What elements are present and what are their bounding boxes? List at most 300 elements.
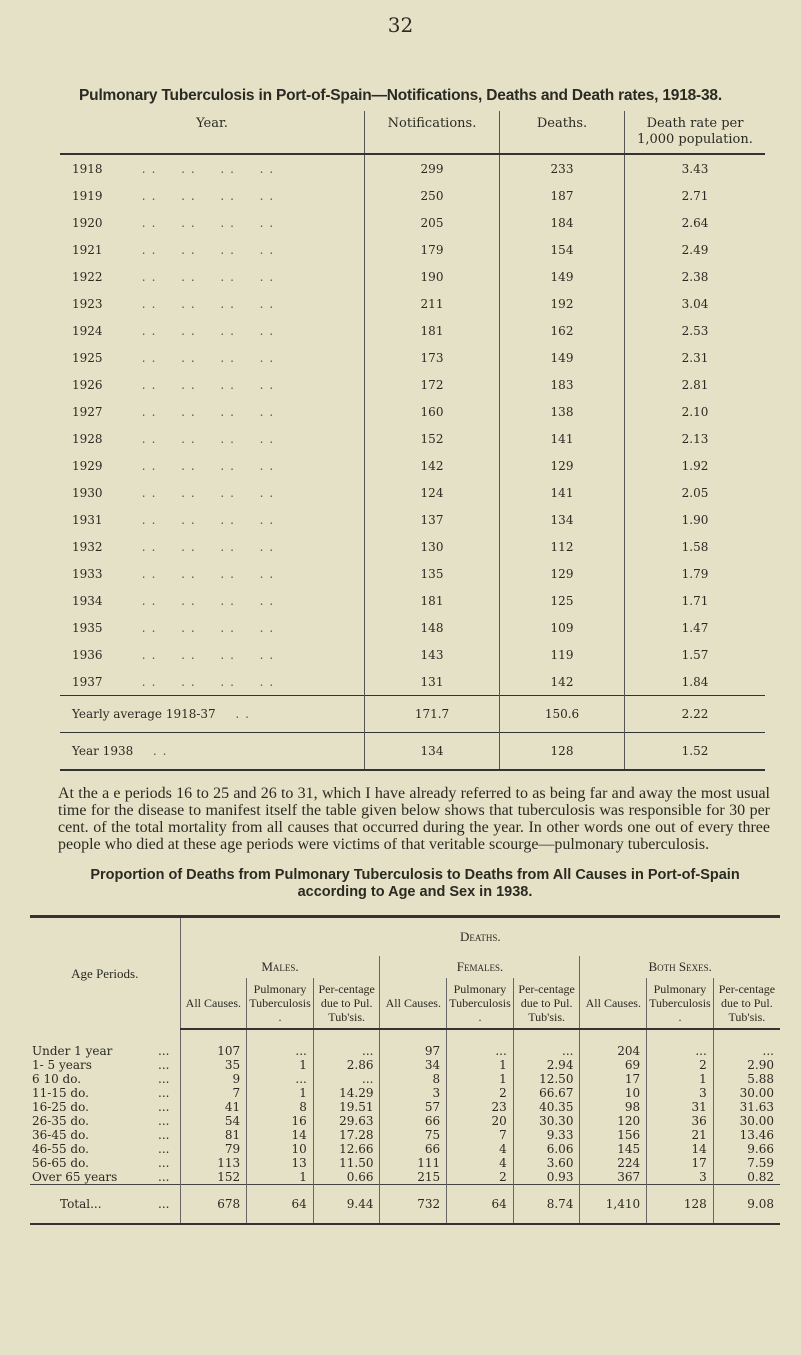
table-row	[30, 1058, 780, 1072]
death-rate-cell: 1.71	[625, 587, 766, 614]
age-period-cell: 56-65 do.	[32, 1156, 89, 1170]
table-row	[60, 614, 765, 641]
value-cell: 224	[580, 1156, 647, 1170]
subheader-percentage: Per-centage due to Pul. Tub'sis.	[513, 978, 580, 1029]
year-cell	[60, 696, 365, 733]
notifications-cell: 205	[365, 209, 500, 236]
table-row	[30, 1029, 780, 1058]
age-period-cell: Over 65 years	[32, 1170, 118, 1184]
age-period-cell: 26-35 do.	[32, 1114, 89, 1128]
deaths-cell: 119	[500, 641, 625, 668]
leader-dots: .. .. .. ..	[102, 242, 280, 257]
notifications-cell: 173	[365, 344, 500, 371]
value-cell: 2.86	[313, 1058, 380, 1072]
value-cell: 75	[380, 1128, 447, 1142]
leader-dots: .. .. .. ..	[102, 539, 280, 554]
notifications-cell: 181	[365, 317, 500, 344]
value-cell: 30.30	[513, 1114, 580, 1128]
deaths-cell: 134	[500, 506, 625, 533]
body-paragraph: At the a e periods 16 to 25 and 26 to 31, which I have already referred to as being far and away the most usual time for the disease to manifest itself the table given below shows that tuberculosis was responsible for 30 per cent. of the total mortality from all causes that occurred during the year. In other words one out of every three people who died at these age periods were victims of that veritable scourge—pulmonary tuberculosis.	[58, 785, 770, 853]
value-cell: 113	[180, 1156, 247, 1170]
leader-dots: .. .. .. ..	[102, 647, 280, 662]
table-row	[60, 425, 765, 452]
table-row	[60, 641, 765, 668]
value-cell: 9.44	[313, 1185, 380, 1225]
death-rate-cell: 2.38	[625, 263, 766, 290]
value-cell: 64	[447, 1185, 514, 1225]
notifications-table	[60, 111, 765, 771]
table-row	[60, 154, 765, 182]
value-cell: 0.82	[713, 1170, 780, 1185]
year-cell	[60, 154, 365, 182]
death-rate-cell: 2.53	[625, 317, 766, 344]
table-row	[60, 479, 765, 506]
leader-dots: .. .. .. ..	[102, 215, 280, 230]
table-row	[30, 1156, 780, 1170]
deaths-cell: 187	[500, 182, 625, 209]
deaths-cell: 150.6	[500, 696, 625, 733]
value-cell: 97	[380, 1029, 447, 1058]
death-rate-cell: 2.22	[625, 696, 766, 733]
subheader-percentage: Per-centage due to Pul. Tub'sis.	[713, 978, 780, 1029]
year-label: 1922	[72, 269, 103, 284]
page-number: 32	[387, 13, 414, 37]
death-rate-cell: 1.90	[625, 506, 766, 533]
leader-dots: ...	[158, 1043, 170, 1058]
notifications-cell: 152	[365, 425, 500, 452]
year-label: 1926	[72, 377, 103, 392]
value-cell: 30.00	[713, 1086, 780, 1100]
table-row	[60, 290, 765, 317]
deaths-cell: 129	[500, 452, 625, 479]
leader-dots: .. .. .. ..	[102, 512, 280, 527]
value-cell: 79	[180, 1142, 247, 1156]
value-cell: 40.35	[513, 1100, 580, 1114]
subheader-percentage: Per-centage due to Pul. Tub'sis.	[313, 978, 380, 1029]
deaths-cell: 162	[500, 317, 625, 344]
value-cell: 11.50	[313, 1156, 380, 1170]
subheader-pulmonary-tb: Pulmonary Tuberculosis.	[647, 978, 714, 1029]
value-cell: 128	[647, 1185, 714, 1225]
value-cell: 69	[580, 1058, 647, 1072]
subheader-all-causes: All Causes.	[580, 978, 647, 1029]
leader-dots: ...	[158, 1100, 170, 1114]
year-cell	[60, 587, 365, 614]
leader-dots: ...	[148, 1185, 180, 1225]
notifications-cell: 172	[365, 371, 500, 398]
value-cell: 17	[580, 1072, 647, 1086]
leader-dots: .. .. .. ..	[102, 485, 280, 500]
death-rate-cell: 3.04	[625, 290, 766, 317]
table-row	[60, 560, 765, 587]
value-cell: 23	[447, 1100, 514, 1114]
value-cell: 0.66	[313, 1170, 380, 1185]
deaths-cell: 184	[500, 209, 625, 236]
value-cell: ...	[313, 1072, 380, 1086]
age-sex-table	[30, 915, 780, 1225]
table-row	[60, 209, 765, 236]
value-cell: 14.29	[313, 1086, 380, 1100]
leader-dots: ...	[158, 1058, 170, 1072]
table-row	[30, 1072, 780, 1086]
notifications-cell: 250	[365, 182, 500, 209]
deaths-cell: 125	[500, 587, 625, 614]
death-rate-cell: 1.84	[625, 668, 766, 696]
value-cell: 7.59	[713, 1156, 780, 1170]
table-row	[30, 1128, 780, 1142]
value-cell: 2.94	[513, 1058, 580, 1072]
death-rate-cell: 1.52	[625, 733, 766, 771]
value-cell: 31	[647, 1100, 714, 1114]
value-cell: 6.06	[513, 1142, 580, 1156]
leader-dots: .. .. .. ..	[102, 377, 280, 392]
notifications-cell: 299	[365, 154, 500, 182]
leader-dots: ..	[133, 744, 173, 758]
deaths-cell: 112	[500, 533, 625, 560]
value-cell: 81	[180, 1128, 247, 1142]
value-cell: 41	[180, 1100, 247, 1114]
deaths-cell: 109	[500, 614, 625, 641]
value-cell: ...	[713, 1029, 780, 1058]
notifications-cell: 181	[365, 587, 500, 614]
table-row	[30, 1170, 780, 1185]
leader-dots: .. .. .. ..	[102, 269, 280, 284]
table-row	[60, 398, 765, 425]
value-cell: 4	[447, 1156, 514, 1170]
year-cell	[60, 641, 365, 668]
value-cell: 4	[447, 1142, 514, 1156]
leader-dots: .. .. .. ..	[102, 620, 280, 635]
year-label: 1918	[72, 161, 103, 176]
leader-dots: ..	[215, 707, 255, 721]
value-cell: 35	[180, 1058, 247, 1072]
year-label: 1936	[72, 647, 103, 662]
leader-dots: ...	[158, 1170, 170, 1184]
deaths-cell: 154	[500, 236, 625, 263]
value-cell: 29.63	[313, 1114, 380, 1128]
value-cell: 57	[380, 1100, 447, 1114]
death-rate-cell: 3.43	[625, 154, 766, 182]
value-cell: 2	[447, 1086, 514, 1100]
subheader-all-causes: All Causes.	[380, 978, 447, 1029]
value-cell: 1	[247, 1086, 314, 1100]
value-cell: 66	[380, 1142, 447, 1156]
value-cell: 678	[180, 1185, 247, 1225]
year-cell	[60, 182, 365, 209]
value-cell: 8.74	[513, 1185, 580, 1225]
year-label: 1929	[72, 458, 103, 473]
age-period-cell: 36-45 do.	[32, 1128, 89, 1142]
year-cell	[60, 425, 365, 452]
value-cell: ...	[247, 1072, 314, 1086]
deaths-header: Deaths.	[180, 917, 780, 957]
value-cell: 9.33	[513, 1128, 580, 1142]
year-cell	[60, 533, 365, 560]
year-cell	[60, 209, 365, 236]
subheader-pulmonary-tb: Pulmonary Tuberculosis.	[247, 978, 314, 1029]
year-cell	[60, 560, 365, 587]
value-cell: ...	[447, 1029, 514, 1058]
notifications-cell: 124	[365, 479, 500, 506]
year-cell	[60, 290, 365, 317]
value-cell: 3	[380, 1086, 447, 1100]
notifications-cell: 137	[365, 506, 500, 533]
death-rate-cell: 1.79	[625, 560, 766, 587]
death-rate-cell: 2.71	[625, 182, 766, 209]
deaths-cell: 149	[500, 344, 625, 371]
death-rate-cell: 2.49	[625, 236, 766, 263]
table-row	[30, 1185, 780, 1225]
value-cell: 14	[247, 1128, 314, 1142]
value-cell: 1,410	[580, 1185, 647, 1225]
value-cell: 13	[247, 1156, 314, 1170]
notifications-cell: 160	[365, 398, 500, 425]
year-label: 1925	[72, 350, 103, 365]
year-label: 1919	[72, 188, 103, 203]
value-cell: 10	[247, 1142, 314, 1156]
value-cell: 8	[380, 1072, 447, 1086]
value-cell: 120	[580, 1114, 647, 1128]
year-label: 1927	[72, 404, 103, 419]
notifications-cell: 211	[365, 290, 500, 317]
notifications-cell: 131	[365, 668, 500, 696]
table-row	[60, 236, 765, 263]
leader-dots: ...	[158, 1142, 170, 1156]
leader-dots: ...	[158, 1114, 170, 1128]
year-label: 1920	[72, 215, 103, 230]
value-cell: 215	[380, 1170, 447, 1185]
table-row	[60, 317, 765, 344]
year-label: Yearly average 1918-37	[72, 707, 216, 721]
notifications-cell: 179	[365, 236, 500, 263]
value-cell: 21	[647, 1128, 714, 1142]
death-rate-cell: 1.47	[625, 614, 766, 641]
table1-title: Pulmonary Tuberculosis in Port-of-Spain—Notifications, Deaths and Death rates, 1918-38.	[79, 87, 722, 104]
age-period-cell: 1- 5 years	[32, 1058, 92, 1072]
value-cell: ...	[247, 1029, 314, 1058]
year-label: 1921	[72, 242, 103, 257]
value-cell: 156	[580, 1128, 647, 1142]
leader-dots: .. .. .. ..	[102, 404, 280, 419]
value-cell: 66	[380, 1114, 447, 1128]
group-both: Both Sexes.	[580, 956, 780, 978]
year-label: 1932	[72, 539, 103, 554]
year-cell	[60, 398, 365, 425]
age-period-cell: 46-55 do.	[32, 1142, 89, 1156]
subheader-all-causes: All Causes.	[180, 978, 247, 1029]
leader-dots: .. .. .. ..	[102, 566, 280, 581]
year-cell	[60, 263, 365, 290]
value-cell: 31.63	[713, 1100, 780, 1114]
value-cell: 19.51	[313, 1100, 380, 1114]
table-row	[30, 1100, 780, 1114]
leader-dots: .. .. .. ..	[102, 458, 280, 473]
value-cell: 9	[180, 1072, 247, 1086]
notifications-cell: 134	[365, 733, 500, 771]
value-cell: 66.67	[513, 1086, 580, 1100]
year-cell	[60, 479, 365, 506]
table2-title: Proportion of Deaths from Pulmonary Tuberculosis to Deaths from All Causes in Port-of-Spain according to Age and Sex in 1938.	[90, 867, 740, 900]
value-cell: 34	[380, 1058, 447, 1072]
death-rate-cell: 1.92	[625, 452, 766, 479]
table-row	[60, 344, 765, 371]
value-cell: 111	[380, 1156, 447, 1170]
year-label: 1923	[72, 296, 103, 311]
table-row	[60, 696, 765, 733]
value-cell: 16	[247, 1114, 314, 1128]
age-period-cell: 11-15 do.	[32, 1086, 89, 1100]
year-cell	[60, 371, 365, 398]
table-row	[60, 733, 765, 771]
value-cell: 0.93	[513, 1170, 580, 1185]
value-cell: ...	[647, 1029, 714, 1058]
value-cell: 14	[647, 1142, 714, 1156]
leader-dots: .. .. .. ..	[102, 323, 280, 338]
notifications-cell: 148	[365, 614, 500, 641]
value-cell: ...	[313, 1029, 380, 1058]
leader-dots: .. .. .. ..	[102, 674, 280, 689]
death-rate-cell: 1.57	[625, 641, 766, 668]
table-row	[60, 371, 765, 398]
value-cell: 20	[447, 1114, 514, 1128]
leader-dots: .. .. .. ..	[102, 161, 280, 176]
table-row	[60, 587, 765, 614]
death-rate-cell: 2.64	[625, 209, 766, 236]
group-females: Females.	[380, 956, 580, 978]
value-cell: 9.08	[713, 1185, 780, 1225]
value-cell: 17	[647, 1156, 714, 1170]
value-cell: 30.00	[713, 1114, 780, 1128]
value-cell: 204	[580, 1029, 647, 1058]
year-cell	[60, 452, 365, 479]
col-death-rate: Death rate per 1,000 population.	[625, 111, 766, 154]
leader-dots: ...	[158, 1086, 170, 1100]
table-row	[30, 1086, 780, 1100]
notifications-cell: 190	[365, 263, 500, 290]
value-cell: 1	[447, 1058, 514, 1072]
col-notifications: Notifications.	[365, 111, 500, 154]
col-age-periods: Age Periods.	[30, 917, 180, 1030]
value-cell: 2	[447, 1170, 514, 1185]
value-cell: 1	[447, 1072, 514, 1086]
table-row	[30, 1114, 780, 1128]
deaths-cell: 233	[500, 154, 625, 182]
value-cell: 12.66	[313, 1142, 380, 1156]
value-cell: 12.50	[513, 1072, 580, 1086]
year-label: Year 1938	[72, 744, 134, 758]
notifications-cell: 142	[365, 452, 500, 479]
deaths-cell: 183	[500, 371, 625, 398]
age-period-cell: Total...	[30, 1185, 148, 1225]
leader-dots: .. .. .. ..	[102, 188, 280, 203]
year-label: 1930	[72, 485, 103, 500]
year-label: 1937	[72, 674, 103, 689]
age-period-cell: 6 10 do.	[32, 1072, 82, 1086]
deaths-cell: 141	[500, 425, 625, 452]
value-cell: 1	[247, 1058, 314, 1072]
value-cell: 107	[180, 1029, 247, 1058]
deaths-cell: 142	[500, 668, 625, 696]
value-cell: 1	[247, 1170, 314, 1185]
table-row	[60, 506, 765, 533]
table-row	[60, 182, 765, 209]
leader-dots: .. .. .. ..	[102, 593, 280, 608]
leader-dots: .. .. .. ..	[102, 431, 280, 446]
table-row	[60, 263, 765, 290]
year-cell	[60, 668, 365, 696]
year-label: 1933	[72, 566, 103, 581]
value-cell: 1	[647, 1072, 714, 1086]
leader-dots: .. .. .. ..	[102, 350, 280, 365]
year-label: 1924	[72, 323, 103, 338]
deaths-cell: 129	[500, 560, 625, 587]
value-cell: 732	[380, 1185, 447, 1225]
notifications-cell: 135	[365, 560, 500, 587]
value-cell: 7	[447, 1128, 514, 1142]
death-rate-cell: 2.10	[625, 398, 766, 425]
year-cell	[60, 344, 365, 371]
year-label: 1931	[72, 512, 103, 527]
death-rate-cell: 2.81	[625, 371, 766, 398]
deaths-cell: 138	[500, 398, 625, 425]
col-year: Year.	[60, 111, 365, 154]
year-cell	[60, 614, 365, 641]
deaths-cell: 149	[500, 263, 625, 290]
value-cell: 367	[580, 1170, 647, 1185]
value-cell: 17.28	[313, 1128, 380, 1142]
death-rate-cell: 1.58	[625, 533, 766, 560]
deaths-cell: 141	[500, 479, 625, 506]
death-rate-cell: 2.05	[625, 479, 766, 506]
deaths-cell: 128	[500, 733, 625, 771]
value-cell: 9.66	[713, 1142, 780, 1156]
notifications-cell: 171.7	[365, 696, 500, 733]
value-cell: 13.46	[713, 1128, 780, 1142]
year-label: 1935	[72, 620, 103, 635]
death-rate-cell: 2.31	[625, 344, 766, 371]
year-label: 1934	[72, 593, 103, 608]
death-rate-cell: 2.13	[625, 425, 766, 452]
year-cell	[60, 317, 365, 344]
year-cell	[60, 733, 365, 771]
value-cell: 64	[247, 1185, 314, 1225]
value-cell: 54	[180, 1114, 247, 1128]
table-row	[60, 533, 765, 560]
age-period-cell: 16-25 do.	[32, 1100, 89, 1114]
leader-dots: .. .. .. ..	[102, 296, 280, 311]
value-cell: 98	[580, 1100, 647, 1114]
notifications-cell: 130	[365, 533, 500, 560]
leader-dots: ...	[158, 1156, 170, 1170]
value-cell: 5.88	[713, 1072, 780, 1086]
table-row	[30, 1142, 780, 1156]
value-cell: 3.60	[513, 1156, 580, 1170]
age-period-cell: Under 1 year	[32, 1043, 113, 1058]
value-cell: 2	[647, 1058, 714, 1072]
value-cell: 10	[580, 1086, 647, 1100]
group-males: Males.	[180, 956, 380, 978]
notifications-cell: 143	[365, 641, 500, 668]
year-label: 1928	[72, 431, 103, 446]
value-cell: 36	[647, 1114, 714, 1128]
value-cell: 3	[647, 1086, 714, 1100]
year-cell	[60, 236, 365, 263]
value-cell: 2.90	[713, 1058, 780, 1072]
table-row	[60, 452, 765, 479]
value-cell: 7	[180, 1086, 247, 1100]
value-cell: 8	[247, 1100, 314, 1114]
col-deaths: Deaths.	[500, 111, 625, 154]
